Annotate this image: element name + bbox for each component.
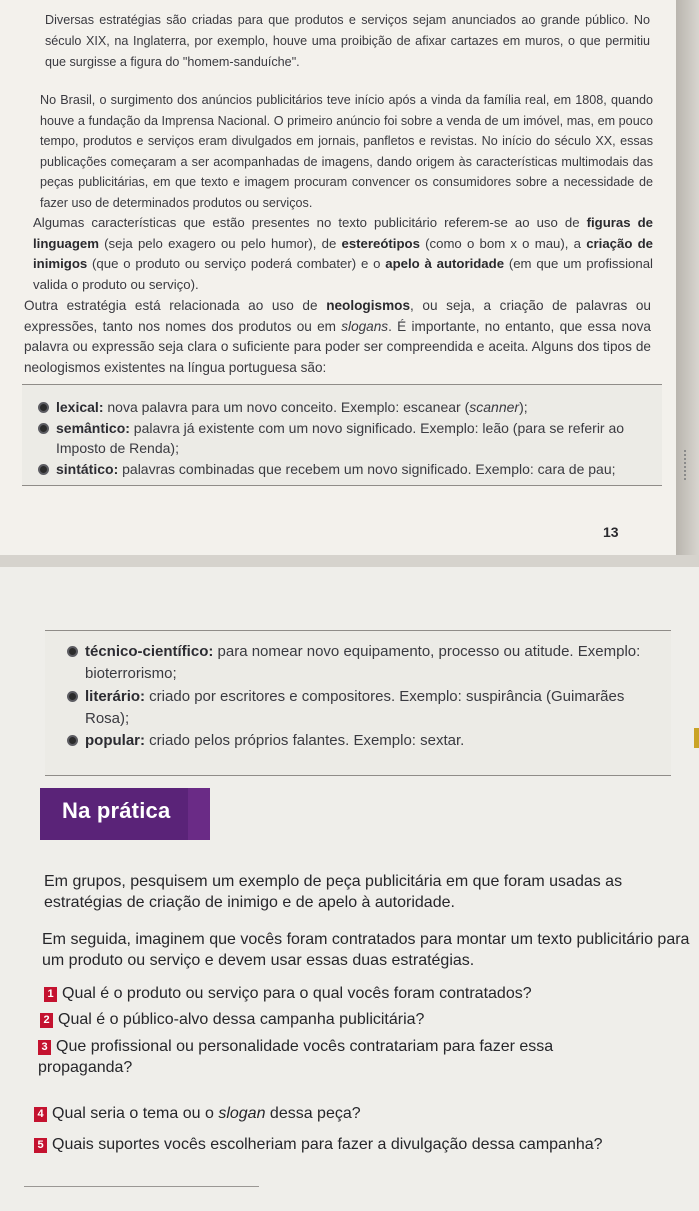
neologism-list-continued <box>67 641 667 752</box>
neologism-list <box>38 397 653 479</box>
list-item: popular: criado pelos próprios falantes. Exemplo: sextar. <box>67 730 667 752</box>
list-item: semântico: palavra já existente com um novo significado. Exemplo: leão (para se referir ao Imposto de Renda); <box>38 418 653 459</box>
question-number-badge: 3 <box>38 1040 51 1055</box>
task-instruction-2: Em seguida, imaginem que vocês foram contratados para montar um texto publicitário para um produto ou serviço e devem usar essas duas estratégias. <box>42 931 690 969</box>
list-item: sintático: palavras combinadas que recebem um novo significado. Exemplo: cara de pau; <box>38 459 653 480</box>
question-number-badge: 5 <box>34 1138 47 1153</box>
paragraph-intro: Diversas estratégias são criadas para que produtos e serviços sejam anunciados ao grande público. No século XIX, na Inglaterra, por exemplo, houve uma proibição de afixar cartazes em muros, o que permitiu que surgisse a figura do "homem-sanduíche". <box>45 13 650 69</box>
page-number: 13 <box>603 524 619 540</box>
task-instruction-1: Em grupos, pesquisem um exemplo de peça publicitária em que foram usadas as estratégias de criação de inimigo e de apelo à autoridade. <box>44 873 623 911</box>
question-number-badge: 2 <box>40 1013 53 1028</box>
list-item: literário: criado por escritores e compositores. Exemplo: suspirância (Guimarães Rosa); <box>67 686 667 731</box>
bullet-icon <box>38 423 49 434</box>
bullet-icon <box>67 691 78 702</box>
question-number-badge: 4 <box>34 1107 47 1122</box>
question-5: 5 Quais suportes vocês escolheriam para fazer a divulgação dessa campanha? <box>34 1135 684 1156</box>
top-page <box>0 0 676 555</box>
page-gap <box>0 555 699 567</box>
list-item: lexical: nova palavra para um novo conceito. Exemplo: escanear (scanner); <box>38 397 653 418</box>
question-2: 2 Qual é o público-alvo dessa campanha publicitária? <box>40 1010 680 1031</box>
margin-mark <box>684 450 689 480</box>
question-number-badge: 1 <box>44 987 57 1002</box>
divider-line <box>24 1186 259 1187</box>
bullet-icon <box>67 646 78 657</box>
margin-tab <box>694 728 699 748</box>
list-item: técnico-científico: para nomear novo equipamento, processo ou atitude. Exemplo: bioterrorismo; <box>67 641 667 686</box>
question-3: 3 Que profissional ou personalidade vocês contratariam para fazer essa propaganda? <box>38 1038 554 1076</box>
bullet-icon <box>67 735 78 746</box>
paragraph-brazil-history: No Brasil, o surgimento dos anúncios publicitários teve início após a vinda da família real, em 1808, quando houve a fundação da Imprensa Nacional. O primeiro anúncio foi sobre a venda de um imóvel, mas, em pouco tempo, produtos e serviços eram divulgados em jornais, panfletos e revistas. No início do século XX, essas publicações começaram a ser acompanhadas de imagens, dando origem às características multimodais das peças publicitárias, em que texto e imagem procuram convencer os consumidores sobre a necessidade de fazer uso de determinados produtos ou serviços. <box>40 93 653 210</box>
neologism-types-box <box>22 384 662 486</box>
paragraph-neologisms: Outra estratégia está relacionada ao uso de neologismos, ou seja, a criação de palavras ou expressões, tanto nos nomes dos produtos ou em slogans. É importante, no entanto, que essa nova palavra ou expressão seja clara o suficiente para poder ser compreendida e aceita. Alguns dos tipos de neologismos existentes na língua portuguesa são: <box>24 298 651 375</box>
bullet-icon <box>38 464 49 475</box>
neologism-types-box-continued <box>45 630 671 776</box>
question-1: 1 Qual é o produto ou serviço para o qual vocês foram contratados? <box>44 984 684 1005</box>
question-4: 4 Qual seria o tema ou o slogan dessa peça? <box>34 1104 674 1125</box>
paragraph-characteristics: Algumas características que estão presentes no texto publicitário referem-se ao uso de figuras de linguagem (seja pelo exagero ou pelo humor), de estereótipos (como o bom x o mau), a criação de inimigos (que o produto ou serviço poderá combater) e o apelo à autoridade (em que um profissional valida o produto ou serviço). <box>33 215 653 293</box>
section-title: Na prática <box>62 798 171 823</box>
bullet-icon <box>38 402 49 413</box>
